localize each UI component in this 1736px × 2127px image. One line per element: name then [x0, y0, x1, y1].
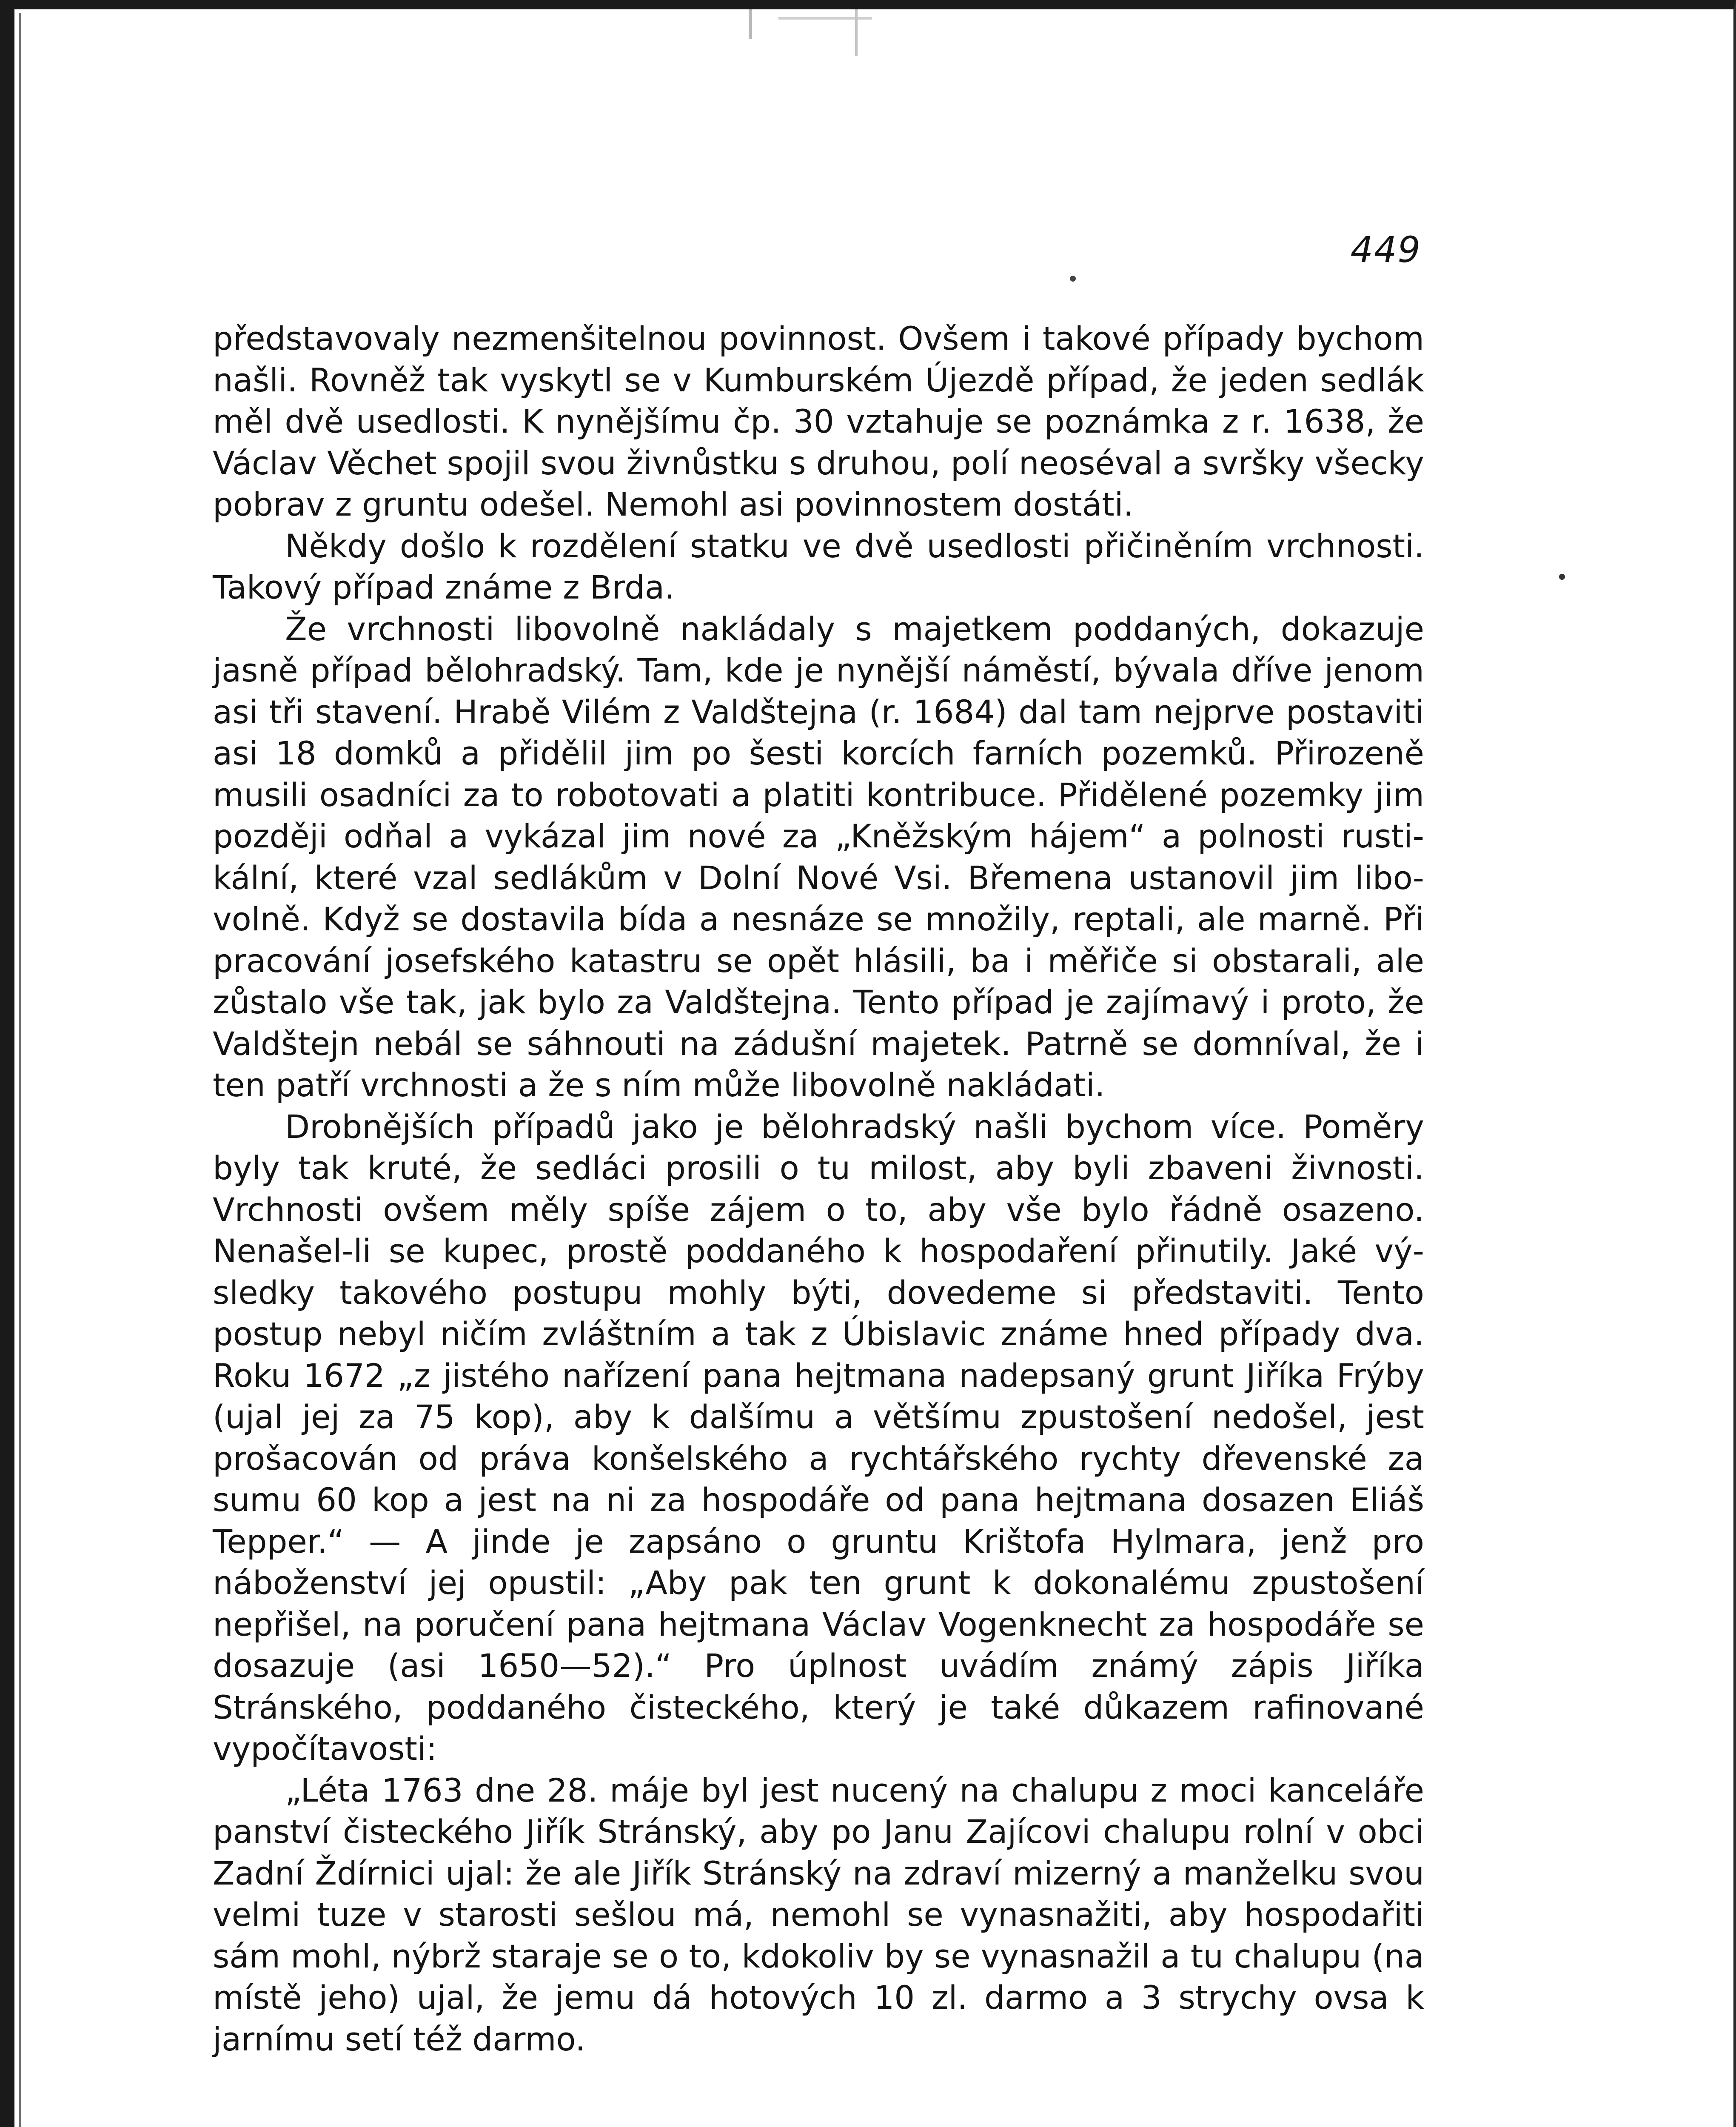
paragraph: Drobnějších případů jako je bělohradský našli bychom více. Poměry byly tak kruté, že sedláci prosili o tu milost, aby byli zbaveni živnosti. Vrchnosti ovšem měly spíše zájem o to, aby vše bylo řádně osazeno. Nenašel-li se kupec, prostě poddaného k hospodaření přinutily. Jaké výsledky takového postupu mohly býti, dovedeme si představiti. Tento postup nebyl ničím zvláštním a tak z Úbislavic známe hned případy dva. Roku 1672 „z jistého nařízení pana hejtmana nadepsaný grunt Jiříka Frýby (ujal jej za 75 kop), aby k dalšímu a většímu zpustošení nedošel, jest prošacován od práva konšelského a rychtářského rychty dřevenské za sumu 60 kop a jest na ni za hospodáře od pana hejtmana dosazen Eliáš Tepper.“ — A jinde je zapsáno o gruntu Krištofa Hylmara, jenž pro náboženství jej opustil: „Aby pak ten grunt k dokonalému zpustošení nepřišel, na poručení pana hejtmana Václav Vogenknecht za hospodáře se dosazuje (asi 1650—52).“ Pro úplnost uvádím známý zápis Jiříka Stránského, poddaného čisteckého, který je také důkazem rafinované vypočítavosti:	[213, 1108, 1424, 1768]
speck	[1559, 574, 1565, 580]
body-text	[213, 318, 1424, 2060]
speck	[1070, 276, 1076, 282]
paragraph: Někdy došlo k rozdělení statku ve dvě usedlosti přičiněním vrchnosti. Takový případ známe z Brda.	[213, 527, 1424, 606]
paragraph: Že vrchnosti libovolně nakládaly s majetkem poddaných, dokazuje jasně případ bělohradský. Tam, kde je nynější náměstí, bývala dříve jenom asi tři stavení. Hrabě Vilém z Valdštejna (r. 1684) dal tam nejprve postaviti asi 18 domků a přidělil jim po šesti korcích farních pozemků. Přirozeně musili osadníci za to robotovati a platiti kontribuce. Přidělené pozemky jim později odňal a vykázal jim nové za „Kněžským hájem“ a polnosti rustikální, které vzal sedlákům v Dolní Nové Vsi. Břemena ustanovil jim libovolně. Když se dostavila bída a nesnáze se množily, reptali, ale marně. Při pracování josefského katastru se opět hlásili, ba i měřiče si obstarali, ale zůstalo vše tak, jak bylo za Valdštejna. Tento případ je zajímavý i proto, že Valdštejn nebál se sáhnouti na zádušní majetek. Patrně se domníval, že i ten patří vrchnosti a že s ním může libovolně nakládati.	[213, 610, 1424, 1104]
paragraph: „Léta 1763 dne 28. máje byl jest nucený na chalupu z moci kanceláře panství čisteckého Jiřík Stránský, aby po Janu Zajícovi chalupu rolní v obci Zadní Ždírnici ujal: že ale Jiřík Stránský na zdraví mizerný a manželku svou velmi tuze v starosti sešlou má, nemohl se vynasnažiti, aby hospodařiti sám mohl, nýbrž staraje se o to, kdokoliv by se vynasnažil a tu chalupu (na místě jeho) ujal, že jemu dá hotových 10 zl. darmo a 3 strychy ovsa k jarnímu setí též darmo.	[213, 1771, 1424, 2058]
page-number: 449	[1350, 229, 1421, 271]
scan-mark	[749, 9, 752, 39]
paragraph: představovaly nezmenšitelnou povinnost. Ovšem i takové případy bychom našli. Rovněž tak vyskytl se v Kumburském Újezdě případ, že jeden sedlák měl dvě usedlosti. K nynějšímu čp. 30 vztahuje se poznámka z r. 1638, že Václav Věchet spojil svou živnůstku s druhou, polí neoséval a svršky všecky pobrav z gruntu odešel. Nemohl asi povinnostem dostáti.	[213, 320, 1424, 523]
scan-mark	[855, 9, 858, 56]
scan-mark	[778, 17, 872, 20]
